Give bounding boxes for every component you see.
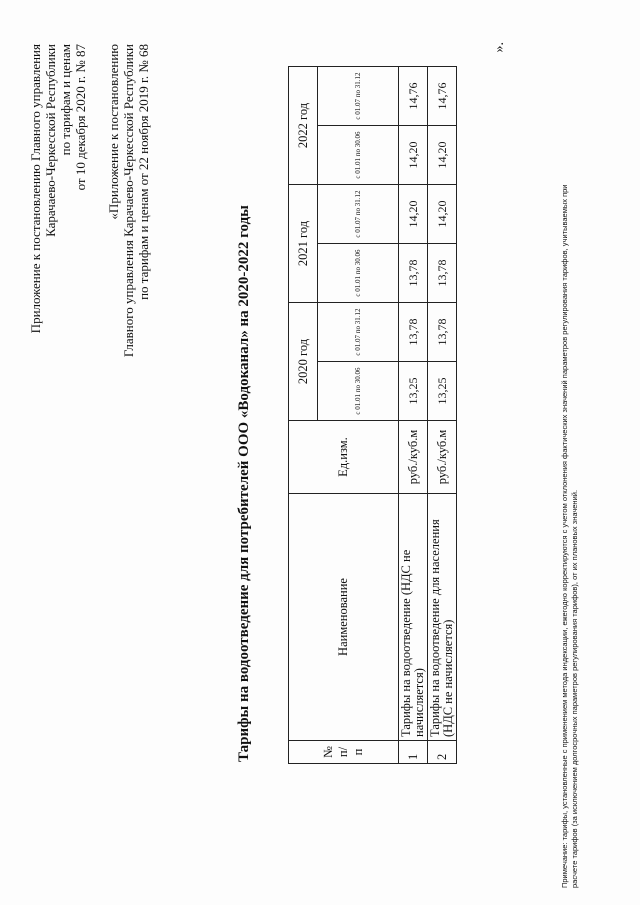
row-name: Тарифы на водоотведение для населения (НДС не начисляется) bbox=[428, 494, 457, 741]
tariff-value: 14,76 bbox=[399, 67, 428, 126]
annex-line: по тарифам и ценам bbox=[58, 44, 73, 156]
tariff-value: 13,78 bbox=[428, 303, 457, 362]
annex-line: «Приложение к постановлению bbox=[106, 44, 121, 220]
table-row bbox=[428, 67, 457, 764]
header-year: 2021 год bbox=[289, 185, 318, 303]
header-period: с 01.07 по 31.12 bbox=[318, 185, 399, 244]
header-period: с 01.07 по 31.12 bbox=[318, 303, 399, 362]
header-number: № п/п bbox=[289, 741, 399, 764]
row-unit: руб./куб.м bbox=[428, 421, 457, 494]
row-number: 1 bbox=[399, 741, 428, 764]
header-period: с 01.01 по 30.06 bbox=[318, 362, 399, 421]
annex-line: по тарифам и ценам от 22 ноября 2019 г. № 68 bbox=[136, 44, 151, 300]
footnote-line: расчете тарифов (за исключением долгосрочных параметров регулирования тарифов), от их плановых значений. bbox=[570, 489, 579, 888]
footnote bbox=[560, 68, 580, 888]
header-period: с 01.01 по 30.06 bbox=[318, 244, 399, 303]
tariff-value: 13,78 bbox=[399, 303, 428, 362]
header-year: 2022 год bbox=[289, 67, 318, 185]
header-period: с 01.07 по 31.12 bbox=[318, 67, 399, 126]
annex-line: от 10 декабря 2020 г. № 87 bbox=[73, 44, 88, 191]
row-name: Тарифы на водоотведение (НДС не начисляется) bbox=[399, 494, 428, 741]
table-header-row bbox=[289, 67, 318, 764]
tariff-value: 14,20 bbox=[399, 126, 428, 185]
header-period: с 01.01 по 30.06 bbox=[318, 126, 399, 185]
document-title: Тарифы на водоотведение для потребителей ООО «Водоканал» на 2020-2022 годы bbox=[236, 205, 252, 762]
row-number: 2 bbox=[428, 741, 457, 764]
footnote-line: Примечание: тарифы, установленные с применением метода индексации, ежегодно корректируются с учетом отклонения фактических значений параметров регулирования тарифов, учитываемых при bbox=[560, 184, 569, 888]
annex-line: Главного управления Карачаево-Черкесской Республики bbox=[121, 44, 136, 358]
tariff-table bbox=[288, 66, 457, 764]
tariff-value: 13,78 bbox=[399, 244, 428, 303]
header-year: 2020 год bbox=[289, 303, 318, 421]
rotated-document-sheet bbox=[20, 12, 620, 892]
tariff-value: 13,25 bbox=[399, 362, 428, 421]
tariff-value: 13,25 bbox=[428, 362, 457, 421]
annex-line: Карачаево-Черкесской Республики bbox=[43, 44, 58, 237]
previous-annex-heading bbox=[106, 44, 151, 357]
header-unit: Ед.изм. bbox=[289, 421, 399, 494]
closing-quote-mark: ». bbox=[492, 42, 507, 53]
row-unit: руб./куб.м bbox=[399, 421, 428, 494]
tariff-value: 13,78 bbox=[428, 244, 457, 303]
table-row bbox=[399, 67, 428, 764]
annex-line: Приложение к постановлению Главного управления bbox=[28, 44, 43, 334]
tariff-value: 14,20 bbox=[428, 185, 457, 244]
annex-heading bbox=[28, 44, 88, 333]
header-name: Наименование bbox=[289, 494, 399, 741]
tariff-value: 14,20 bbox=[399, 185, 428, 244]
tariff-value: 14,76 bbox=[428, 67, 457, 126]
tariff-value: 14,20 bbox=[428, 126, 457, 185]
